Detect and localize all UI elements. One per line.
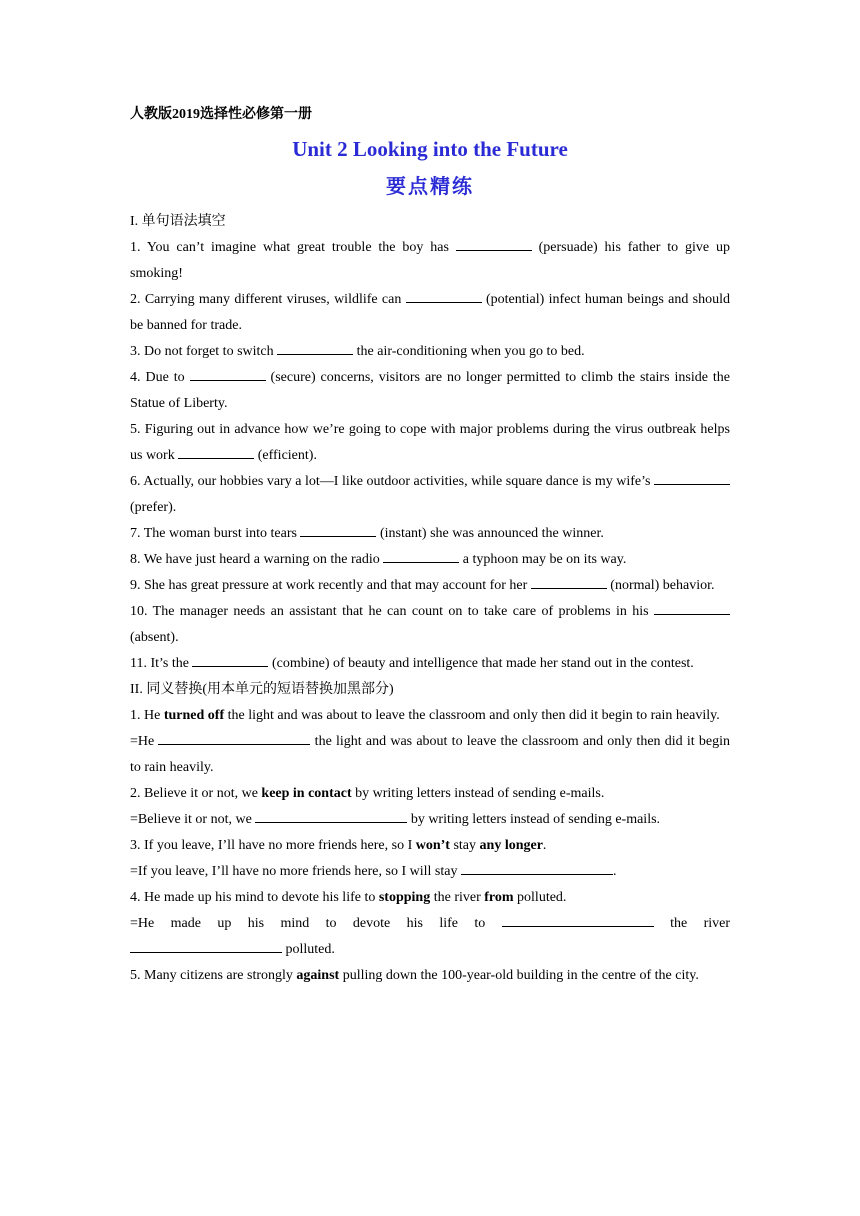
- question-2-2: 2. Believe it or not, we keep in contact by writing letters instead of sending e-mails.: [130, 786, 605, 801]
- question-1-11: 11. It’s the (combine) of beauty and intelligence that made her stand out in the contest.: [130, 651, 730, 677]
- question-1-9: 9. She has great pressure at work recently and that may account for her (normal) behavior.: [130, 573, 730, 599]
- question-1-7: 7. The woman burst into tears (instant) she was announced the winner.: [130, 521, 730, 547]
- answer-blank[interactable]: [502, 912, 654, 927]
- answer-blank[interactable]: [654, 600, 730, 615]
- answer-blank[interactable]: [255, 808, 407, 823]
- answer-blank[interactable]: [178, 444, 254, 459]
- section-1-heading: I. 单句语法填空: [130, 214, 226, 229]
- answer-blank[interactable]: [130, 938, 282, 953]
- question-2-4-rewrite: =He made up his mind to devote his life to the river: [130, 911, 730, 937]
- answer-blank[interactable]: [461, 860, 613, 875]
- answer-blank[interactable]: [654, 470, 730, 485]
- question-2-3-rewrite: =If you leave, I’ll have no more friends here, so I will stay .: [130, 859, 730, 885]
- question-2-4-rewrite-cont: polluted.: [130, 937, 730, 963]
- answer-blank[interactable]: [277, 340, 353, 355]
- question-2-4: 4. He made up his mind to devote his life to stopping the river from polluted.: [130, 890, 567, 905]
- answer-blank[interactable]: [158, 730, 310, 745]
- question-1-6: 6. Actually, our hobbies vary a lot—I like outdoor activities, while square dance is my wife’s (prefer).: [130, 469, 730, 521]
- question-2-2-rewrite: =Believe it or not, we by writing letters instead of sending e-mails.: [130, 807, 730, 833]
- question-1-8: 8. We have just heard a warning on the radio a typhoon may be on its way.: [130, 547, 730, 573]
- question-2-1: 1. He turned off the light and was about to leave the classroom and only then did it begin to rain heavily.: [130, 708, 720, 723]
- answer-blank[interactable]: [406, 288, 482, 303]
- answer-blank[interactable]: [192, 652, 268, 667]
- unit-subtitle: 要点精练: [386, 176, 474, 198]
- question-2-5: 5. Many citizens are strongly against pulling down the 100-year-old building in the centre of the city.: [130, 968, 699, 983]
- book-header: 人教版2019选择性必修第一册: [130, 107, 312, 122]
- answer-blank[interactable]: [456, 236, 532, 251]
- answer-blank[interactable]: [531, 574, 607, 589]
- question-2-3: 3. If you leave, I’ll have no more friends here, so I won’t stay any longer.: [130, 838, 547, 853]
- unit-title: Unit 2 Looking into the Future: [292, 137, 568, 161]
- question-1-3: 3. Do not forget to switch the air-conditioning when you go to bed.: [130, 339, 730, 365]
- answer-blank[interactable]: [300, 522, 376, 537]
- answer-blank[interactable]: [190, 366, 266, 381]
- question-1-1: 1. You can’t imagine what great trouble the boy has (persuade) his father to give up smoking!: [130, 235, 730, 287]
- question-1-4: 4. Due to (secure) concerns, visitors are no longer permitted to climb the stairs inside the Statue of Liberty.: [130, 365, 730, 417]
- question-1-2: 2. Carrying many different viruses, wildlife can (potential) infect human beings and should be banned for trade.: [130, 287, 730, 339]
- question-2-1-rewrite: =He the light and was about to leave the classroom and only then did it begin to rain heavily.: [130, 729, 730, 781]
- section-1-questions: [130, 235, 730, 677]
- question-1-5: 5. Figuring out in advance how we’re going to cope with major problems during the virus outbreak helps us work (efficient).: [130, 422, 730, 463]
- question-1-10: 10. The manager needs an assistant that he can count on to take care of problems in his (absent).: [130, 599, 730, 651]
- section-2-heading: II. 同义替换(用本单元的短语替换加黑部分): [130, 682, 394, 697]
- document-page: [130, 100, 730, 989]
- answer-blank[interactable]: [383, 548, 459, 563]
